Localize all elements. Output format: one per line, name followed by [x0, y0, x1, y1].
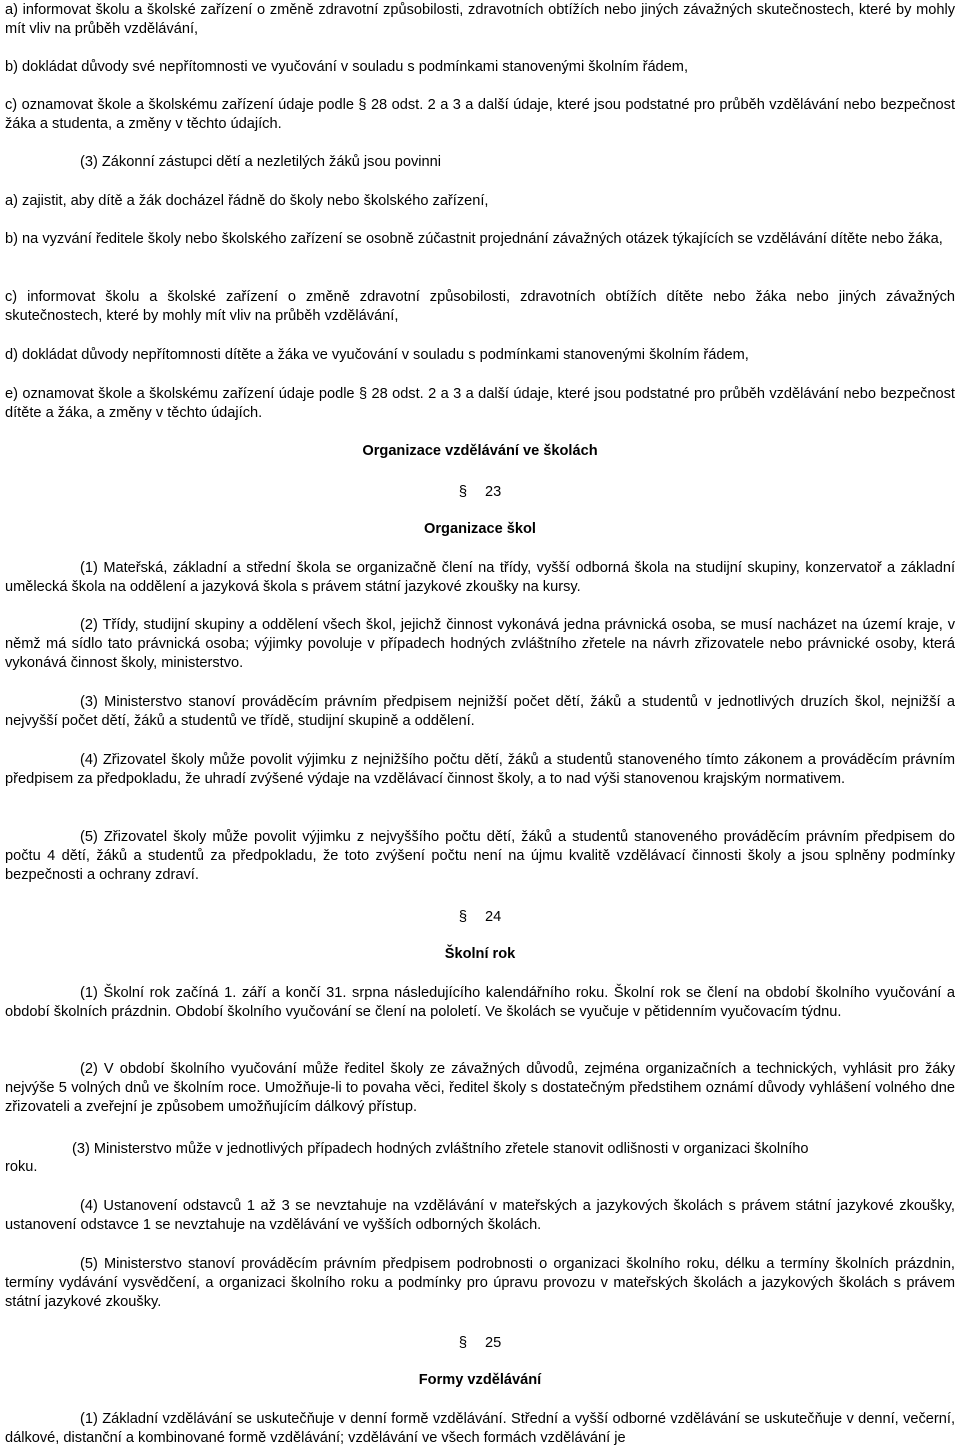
item-d-dokladat: d) dokládat důvody nepřítomnosti dítěte a žáka ve vyučování v souladu s podmínkami stanovenými školním řádem,: [5, 347, 749, 363]
s23-paragraph-2: (2) Třídy, studijní skupiny a oddělení všech škol, jejichž činnost vykonává jedna právnická osoba, se musí nacházet na území kraje, v němž má sídlo tato právnická osoba; výjimky povoluje v případech hodných zvláštního zřetele na návrh zřizovatele nebo právnické osoby, která vykonává činnost školy, ministerstvo.: [5, 617, 955, 671]
s23-paragraph-3: (3) Ministerstvo stanoví prováděcím právním předpisem nejnižší počet dětí, žáků a studentů v jednotlivých druzích škol, nejnižší a nejvyšší počet dětí, žáků a studentů ve třídě, studijní skupině a oddělení.: [5, 694, 955, 729]
item-b-dokladat: b) dokládat důvody své nepřítomnosti ve vyučování v souladu s podmínkami stanovenými školním řádem,: [5, 59, 688, 75]
section-25-title: Formy vzdělávání: [418, 1372, 542, 1388]
s23-paragraph-4: (4) Zřizovatel školy může povolit výjimku z nejnižšího počtu dětí, žáků a studentů stanoveného tímto zákonem a prováděcím právním předpisem za předpokladu, že uhradí zvýšené výdaje na vzdělávací činnost školy, a to nad výši stanovenou krajským normativem.: [5, 752, 955, 787]
s23-paragraph-1: (1) Mateřská, základní a střední škola se organizačně člení na třídy, vyšší odborná škola na studijní skupiny, konzervatoř a základní umělecká škola na oddělení a jazyková škola s právem státní jazykové zkoušky na kursy.: [5, 560, 955, 595]
s24-paragraph-5: (5) Ministerstvo stanoví prováděcím právním předpisem podrobnosti o organizaci školního roku, délku a termíny školních prázdnin, termíny vydávání vysvědčení, a organizaci školního roku a podmínky pro úpravu provozu v mateřských školách a jazykových školách s právem státní jazykové zkoušky.: [5, 1256, 955, 1310]
s24-paragraph-1: (1) Školní rok začíná 1. září a končí 31. srpna následujícího kalendářního roku. Školní rok se člení na období školního vyučování a období školních prázdnin. Období školního vyučování se člení na pololetí. Ve školách se vyučuje v pětidenním vyučovacím týdnu.: [5, 985, 955, 1020]
section-24-title: Školní rok: [444, 946, 516, 962]
s24-paragraph-4: (4) Ustanovení odstavců 1 až 3 se nevztahuje na vzdělávání v mateřských a jazykových školách s právem státní jazykové zkoušky, ustanovení odstavce 1 se nevztahuje na vzdělávání ve vyšších odborných školách.: [5, 1198, 955, 1233]
s24-paragraph-3-line-2: roku.: [5, 1159, 38, 1175]
section-23-title: Organizace škol: [424, 521, 536, 537]
section-symbol: §: [458, 1334, 468, 1351]
section-23-number: § 23: [458, 483, 502, 500]
item-a-zajistit: a) zajistit, aby dítě a žák docházel řádně do školy nebo školského zařízení,: [5, 193, 489, 209]
item-b-vyzvani: b) na vyzvání ředitele školy nebo školského zařízení se osobně zúčastnit projednání závažných otázek týkajících se vzdělávání dítěte nebo žáka,: [5, 231, 943, 247]
item-a-informovat: a) informovat školu a školské zařízení o změně zdravotní způsobilosti, zdravotních obtížích nebo jiných závažných skutečnostech, které by mohly mít vliv na průběh vzdělávání,: [5, 2, 955, 37]
s23-paragraph-5: (5) Zřizovatel školy může povolit výjimku z nejvyššího počtu dětí, žáků a studentů stanoveného prováděcím právním předpisem do počtu 4 dětí, žáků a studentů za předpokladu, že toto zvýšení počtu není na újmu kvalitě vzdělávací činnosti školy a jsou splněny podmínky bezpečnosti a ochrany zdraví.: [5, 829, 955, 883]
s24-paragraph-2: (2) V období školního vyučování může ředitel školy ze závažných důvodů, zejména organizačních a technických, vyhlásit pro žáky nejvýše 5 volných dnů ve školním roce. Umožňuje-li to povaha věci, ředitel školy s dostatečným předstihem oznámí důvody vyhlášení volného dne zřizovateli a zveřejní je způsobem umožňujícím dálkový přístup.: [5, 1061, 955, 1115]
section-symbol: §: [458, 908, 468, 925]
part-heading: Organizace vzdělávání ve školách: [362, 443, 598, 459]
section-24-number: § 24: [458, 908, 502, 925]
s24-paragraph-3-line-1: (3) Ministerstvo může v jednotlivých případech hodných zvláštního zřetele stanovit odlišnosti v organizaci školního: [72, 1141, 809, 1157]
item-c-informovat: c) informovat školu a školské zařízení o změně zdravotní způsobilosti, zdravotních obtížích dítěte nebo žáka nebo jiných závažných skutečnostech, které by mohly mít vliv na průběh vzdělávání,: [5, 289, 955, 324]
s25-paragraph-1: (1) Základní vzdělávání se uskutečňuje v denní formě vzdělávání. Střední a vyšší odborné vzdělávání se uskutečňuje v denní, večerní, dálkové, distanční a kombinované formě vzdělávání; vzdělávání ve všech formách vzdělávání je: [5, 1411, 955, 1446]
paragraph-3-intro: (3) Zákonní zástupci dětí a nezletilých žáků jsou povinni: [80, 154, 441, 170]
item-c-oznamovat: c) oznamovat škole a školskému zařízení údaje podle § 28 odst. 2 a 3 a další údaje, které jsou podstatné pro průběh vzdělávání nebo bezpečnost žáka a studenta, a změny v těchto údajích.: [5, 97, 955, 132]
section-25-number: § 25: [458, 1334, 502, 1351]
item-e-oznamovat: e) oznamovat škole a školskému zařízení údaje podle § 28 odst. 2 a 3 a další údaje, které jsou podstatné pro průběh vzdělávání nebo bezpečnost dítěte a žáka, a změny v těchto údajích.: [5, 386, 955, 421]
section-symbol: §: [458, 483, 468, 500]
